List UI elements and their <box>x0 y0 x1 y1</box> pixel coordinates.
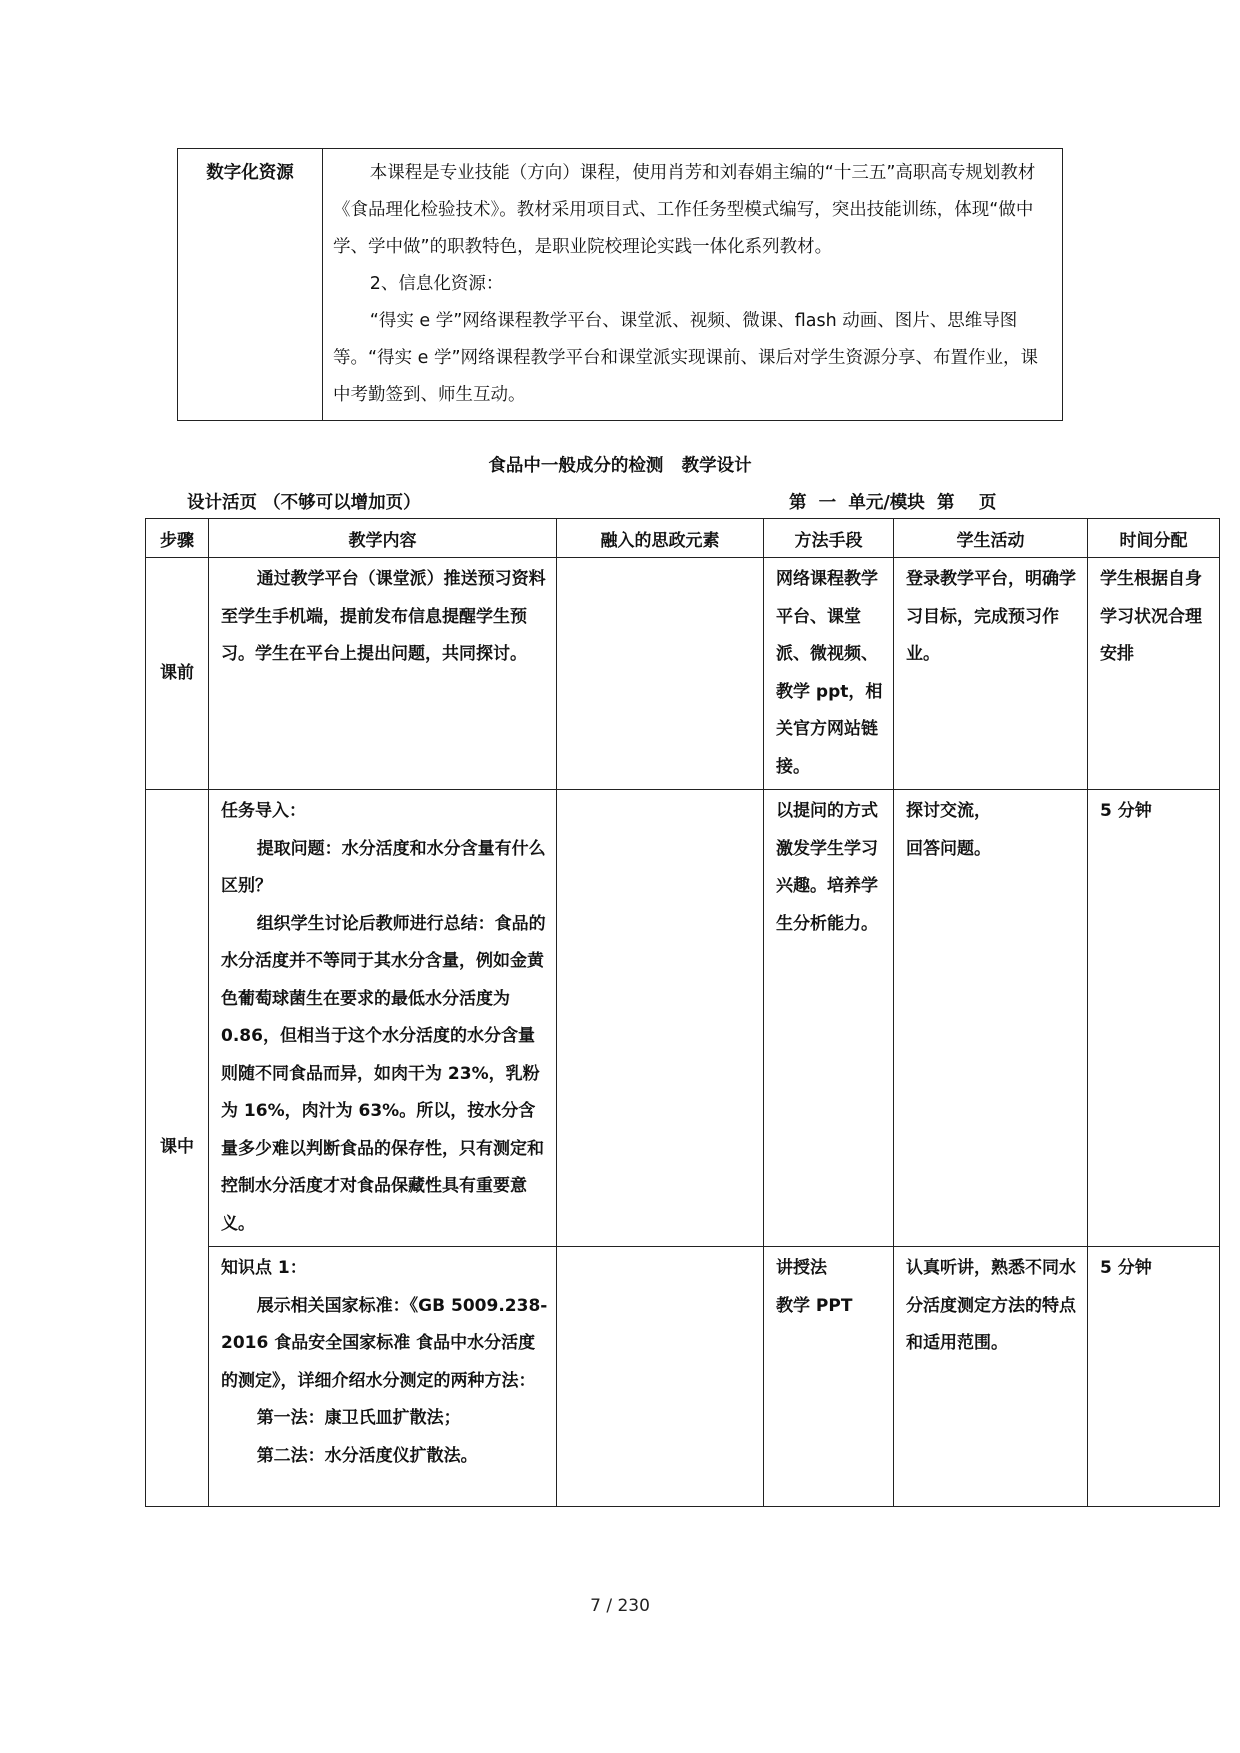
content-paragraph: 组织学生讨论后教师进行总结：食品的水分活度并不等同于其水分含量，例如金黄色葡萄球菌生在要求的最低水分活度为 0.86，但相当于这个水分活度的水分含量则随不同食品而异，如肉干为 23%，乳粉为 16%，肉汁为 63%。所以，按水分含量多少难以判断食品的保存性，只有测定和控制水分活度才对食品保藏性具有重要意义。 <box>221 913 546 1234</box>
design-subtitle-right: 第 一 单元/模块 第 页 <box>789 493 997 513</box>
design-subtitle-left: 设计活页 （不够可以增加页） <box>187 493 421 513</box>
header-ideology: 融入的思政元素 <box>557 519 764 558</box>
header-activity: 学生活动 <box>894 519 1088 558</box>
resource-paragraph: 本课程是专业技能（方向）课程，使用肖芳和刘春娟主编的“十三五”高职高专规划教材《食品理化检验技术》。教材采用项目式、工作任务型模式编写，突出技能训练，体现“做中学、学中做”的职教特色，是职业院校理论实践一体化系列教材。 <box>333 163 1036 257</box>
step-cell: 课中 <box>146 790 209 1507</box>
resource-paragraph: 2、信息化资源： <box>369 274 504 294</box>
activity-cell: 探讨交流， 回答问题。 <box>894 790 1088 1247</box>
time-cell: 5 分钟 <box>1088 1247 1220 1507</box>
table-row <box>146 1247 1220 1507</box>
content-paragraph: 知识点 1： <box>221 1258 307 1278</box>
method-cell: 讲授法 教学 PPT <box>764 1247 894 1507</box>
ideology-cell <box>557 790 764 1247</box>
page-number: 7 / 230 <box>590 1596 650 1616</box>
method-cell: 网络课程教学平台、课堂派、微视频、教学 ppt，相关官方网站链接。 <box>764 558 894 790</box>
step-cell: 课前 <box>146 558 209 790</box>
resource-label: 数字化资源 <box>178 149 323 421</box>
header-step: 步骤 <box>146 519 209 558</box>
resource-paragraph: “得实 e 学”网络课程教学平台、课堂派、视频、微课、flash 动画、图片、思维导图等。“得实 e 学”网络课程教学平台和课堂派实现课前、课后对学生资源分享、布置作业，课中考勤签到、师生互动。 <box>333 311 1039 405</box>
content-paragraph: 提取问题：水分活度和水分含量有什么区别？ <box>221 838 546 896</box>
table-row <box>146 558 1220 790</box>
time-cell: 学生根据自身学习状况合理安排 <box>1088 558 1220 790</box>
content-cell <box>209 790 557 1247</box>
table-header-row <box>146 519 1220 558</box>
content-paragraph: 展示相关国家标准：《GB 5009.238-2016 食品安全国家标准 食品中水分活度的测定》，详细介绍水分测定的两种方法： <box>221 1295 548 1391</box>
design-title: 食品中一般成分的检测 教学设计 <box>488 456 752 476</box>
content-paragraph: 第二法：水分活度仪扩散法。 <box>256 1445 478 1466</box>
ideology-cell <box>557 558 764 790</box>
lesson-design-table <box>145 518 1220 1507</box>
activity-cell: 认真听讲，熟悉不同水分活度测定方法的特点和适用范围。 <box>894 1247 1088 1507</box>
content-cell <box>209 558 557 790</box>
content-paragraph: 通过教学平台（课堂派）推送预习资料至学生手机端，提前发布信息提醒学生预习。学生在平台上提出问题，共同探讨。 <box>221 569 546 664</box>
header-content: 教学内容 <box>209 519 557 558</box>
time-cell: 5 分钟 <box>1088 790 1220 1247</box>
activity-cell: 登录教学平台，明确学习目标，完成预习作业。 <box>894 558 1088 790</box>
header-method: 方法手段 <box>764 519 894 558</box>
table-row <box>146 790 1220 1247</box>
ideology-cell <box>557 1247 764 1507</box>
resource-content <box>323 149 1063 421</box>
method-cell: 以提问的方式激发学生学习兴趣。培养学生分析能力。 <box>764 790 894 1247</box>
header-time: 时间分配 <box>1088 519 1220 558</box>
resource-table <box>177 148 1063 421</box>
content-paragraph: 任务导入： <box>221 801 306 821</box>
content-paragraph: 第一法：康卫氏皿扩散法； <box>256 1408 461 1428</box>
content-cell <box>209 1247 557 1507</box>
